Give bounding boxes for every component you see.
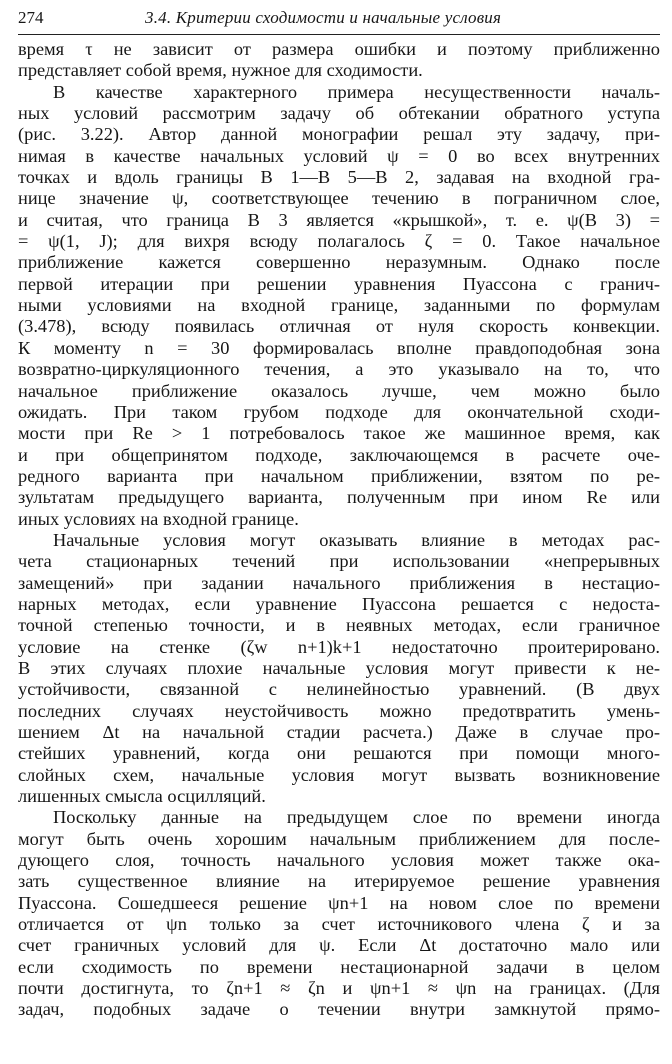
text-line: начальное приближение оказалось лучше, чем можно было [18, 380, 660, 401]
text-line: = ψ(1, J); для вихря всюду полагалось ζ = 0. Такое начальное [18, 231, 660, 252]
text-line: чета стационарных течений при использовании «непрерывных [18, 551, 660, 572]
text-line: первой итерации при решении уравнения Пуассона с гранич- [18, 273, 660, 294]
text-line: иных условиях на входной границе. [18, 508, 299, 529]
text-line: Начальные условия могут оказывать влияние в методах рас- [53, 529, 660, 550]
text-line: В этих случаях плохие начальные условия могут привести к не- [18, 657, 660, 678]
text-line: и считая, что граница B 3 является «крышкой», т. е. ψ(B 3) = [18, 209, 660, 230]
text-line: нице значение ψ, соответствующее течению в пограничном слое, [18, 188, 660, 209]
text-line: дующего слоя, точность начального условия может также ока- [18, 850, 660, 871]
text-line: время τ не зависит от размера ошибки и поэтому приближенно [18, 39, 660, 59]
text-line: ными условиями на входной границе, заданными по формулам [18, 295, 660, 316]
page-header [18, 4, 660, 32]
text-line: стейших уравнений, когда они решаются при помощи много- [18, 743, 660, 764]
text-line: точной степенью точности, и в неявных методах, если граничное [18, 615, 660, 636]
text-line: устойчивости, связанной с нелинейностью уравнений. (В двух [18, 679, 660, 700]
text-line: возвратно-циркуляционного течения, а это указывало на то, что [18, 359, 660, 380]
page-number: 274 [18, 8, 44, 27]
text-line: зать существенное влияние на итерируемое решение уравнения [18, 871, 660, 892]
body-text [18, 39, 660, 1021]
text-line: ных условий рассмотрим задачу об обтекании обратного уступа [18, 103, 660, 124]
text-line: счет граничных условий для ψ. Если Δt достаточно мало или [18, 935, 660, 956]
text-line: точках и вдоль границы B 1—B 5—B 2, задавая на входной гра- [18, 167, 660, 188]
text-line: К моменту n = 30 формировалась вполне правдоподобная зона [18, 337, 660, 358]
text-line: последних случаях неустойчивость можно предотвратить умень- [18, 700, 660, 721]
header-rule [18, 34, 660, 35]
text-line: отличается от ψn только за счет источникового члена ζ и за [18, 914, 660, 935]
text-line: и при общепринятом подходе, заключающемся в расчете оче- [18, 444, 660, 465]
text-line: условие на стенке (ζw n+1)k+1 недостаточно проитерировано. [18, 636, 660, 657]
text-line: Поскольку данные на предыдущем слое по времени иногда [53, 807, 660, 828]
text-line: замещений» при задании начального приближения в нестацио- [18, 572, 660, 593]
text-line: (рис. 3.22). Автор данной монографии решал эту задачу, при- [18, 124, 660, 145]
text-line: задач, подобных задаче о течении внутри замкнутой прямо- [18, 999, 660, 1020]
running-title: 3.4. Критерии сходимости и начальные условия [145, 8, 502, 27]
text-line: приближение кажется совершенно неразумным. Однако после [18, 252, 660, 273]
text-line: нимая в качестве начальных условий ψ = 0 во всех внутренних [18, 145, 660, 166]
text-line: представляет собой время, нужное для сходимости. [18, 60, 423, 81]
text-line: если сходимость по времени нестационарной задачи в целом [18, 956, 660, 977]
text-line: могут быть очень хорошим начальным приближением для после- [18, 828, 660, 849]
text-line: редного варианта при начальном приближении, взятом по ре- [18, 465, 660, 486]
text-line: Пуассона. Сошедшееся решение ψn+1 на новом слое по времени [18, 892, 660, 913]
text-line: почти достигнута, то ζn+1 ≈ ζn и ψn+1 ≈ ψn на границах. (Для [18, 978, 660, 999]
text-line: В качестве характерного примера несущественности началь- [53, 81, 660, 102]
text-line: ожидать. При таком грубом подходе для окончательной сходи- [18, 401, 660, 422]
text-line: (3.478), всюду появилась отличная от нуля скорость конвекции. [18, 316, 660, 337]
book-page [18, 4, 660, 1020]
text-line: слойных схем, начальные условия могут вызвать возникновение [18, 764, 660, 785]
text-line: зультатам предыдущего варианта, полученным при ином Re или [18, 487, 660, 508]
text-line: нарных методах, если уравнение Пуассона решается с недоста- [18, 593, 660, 614]
text-line: лишенных смысла осцилляций. [18, 786, 266, 807]
text-line: шением Δt на начальной стадии расчета.) Даже в случае про- [18, 722, 660, 742]
text-line: мости при Re > 1 потребовалось такое же машинное время, как [18, 423, 660, 444]
